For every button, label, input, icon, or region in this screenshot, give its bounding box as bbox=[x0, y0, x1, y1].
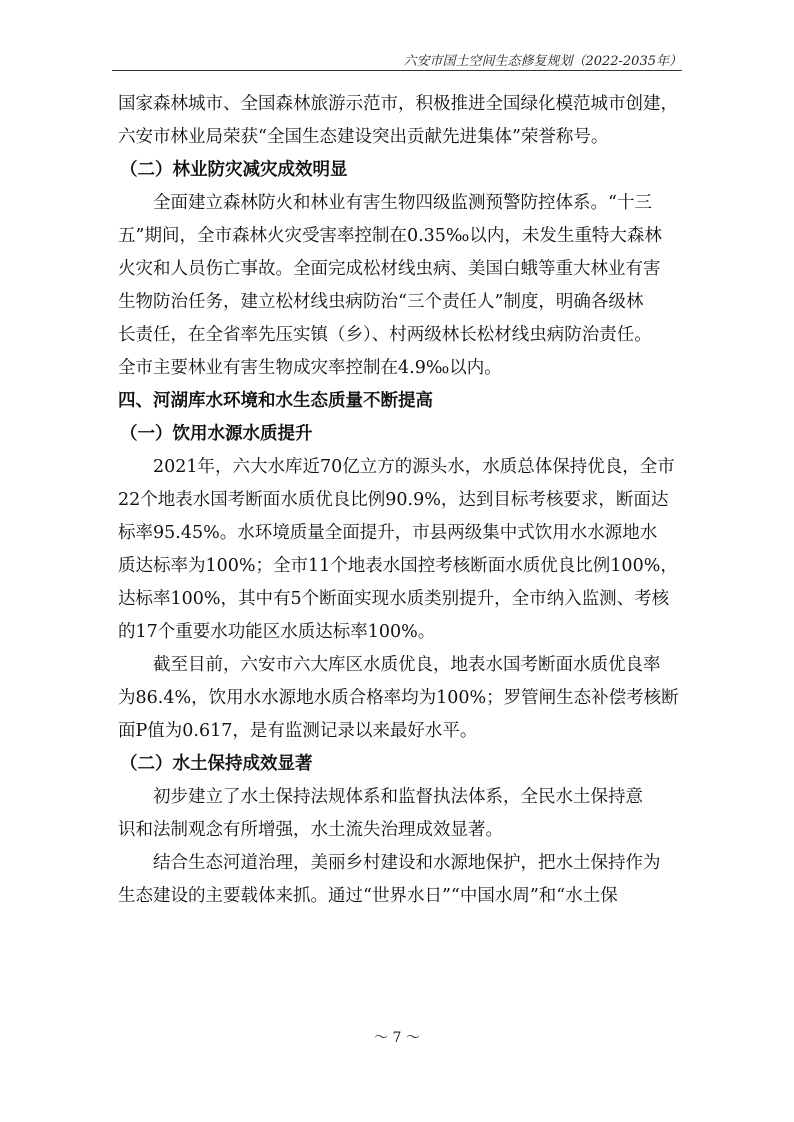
paragraph-line: 识和法制观念有所增强，水土流失治理成效显著。 bbox=[118, 820, 503, 840]
page-number: ～ 7 ～ bbox=[374, 1030, 420, 1046]
paragraph-line: 国家森林城市、全国森林旅游示范市，积极推进全国绿化模范城市创建， bbox=[118, 94, 678, 114]
paragraph-line: 全市主要林业有害生物成灾率控制在4.9‰以内。 bbox=[118, 358, 502, 378]
section-heading: 四、河湖库水环境和水生态质量不断提高 bbox=[118, 391, 433, 411]
paragraph bbox=[118, 649, 684, 748]
paragraph-line: 五”期间，全市森林火灾受害率控制在0.35‰以内，未发生重特大森林 bbox=[118, 226, 662, 246]
paragraph-line: 全面建立森林防火和林业有害生物四级监测预警防控体系。“十三 bbox=[153, 193, 652, 213]
paragraph-line: 达标率100%，其中有5个断面实现水质类别提升，全市纳入监测、考核 bbox=[118, 589, 670, 609]
paragraph bbox=[118, 451, 684, 649]
paragraph-line: 为86.4%，饮用水水源地水质合格率均为100%；罗管闸生态补偿考核断 bbox=[118, 688, 679, 708]
paragraph-line: 面P值为0.617，是有监测记录以来最好水平。 bbox=[118, 721, 478, 741]
subsection-heading: （二）林业防灾减灾成效明显 bbox=[120, 160, 348, 180]
paragraph-line: 初步建立了水土保持法规体系和监督执法体系，全民水土保持意 bbox=[153, 787, 643, 807]
paragraph-line: 六安市林业局荣获“全国生态建设突出贡献先进集体”荣誉称号。 bbox=[118, 127, 609, 147]
paragraph-line: 截至目前，六安市六大库区水质优良，地表水国考断面水质优良率 bbox=[153, 655, 661, 675]
paragraph-line: 生态建设的主要载体来抓。通过“世界水日”“中国水周”和“水土保 bbox=[118, 886, 618, 906]
paragraph-line: 标率95.45%。水环境质量全面提升，市县两级集中式饮用水水源地水 bbox=[118, 523, 658, 543]
header-rule bbox=[112, 70, 682, 71]
paragraph-line: 的17个重要水功能区水质达标率100%。 bbox=[118, 622, 436, 642]
paragraph-line: 2021年，六大水库近70亿立方的源头水，水质总体保持优良，全市 bbox=[153, 457, 675, 477]
subsection-heading: （二）水土保持成效显著 bbox=[120, 754, 313, 774]
paragraph bbox=[118, 847, 684, 913]
paragraph bbox=[118, 88, 684, 154]
paragraph-line: 结合生态河道治理，美丽乡村建设和水源地保护，把水土保持作为 bbox=[153, 853, 661, 873]
page-body bbox=[118, 88, 684, 913]
paragraph-line: 长责任，在全省率先压实镇（乡）、村两级林长松材线虫病防治责任。 bbox=[118, 325, 652, 345]
running-header: 六安市国土空间生态修复规划（2022-2035年） bbox=[403, 54, 682, 69]
subsection-heading: （一）饮用水源水质提升 bbox=[120, 424, 313, 444]
paragraph-line: 火灾和人员伤亡事故。全面完成松材线虫病、美国白蛾等重大林业有害 bbox=[118, 259, 661, 279]
paragraph-line: 质达标率为100%；全市11个地表水国控考核断面水质优良比例100%， bbox=[118, 556, 678, 576]
paragraph-line: 生物防治任务，建立松材线虫病防治“三个责任人”制度，明确各级林 bbox=[118, 292, 644, 312]
paragraph bbox=[118, 187, 684, 385]
paragraph-line: 22个地表水国考断面水质优良比例90.9%，达到目标考核要求，断面达 bbox=[118, 490, 669, 510]
paragraph bbox=[118, 781, 684, 847]
